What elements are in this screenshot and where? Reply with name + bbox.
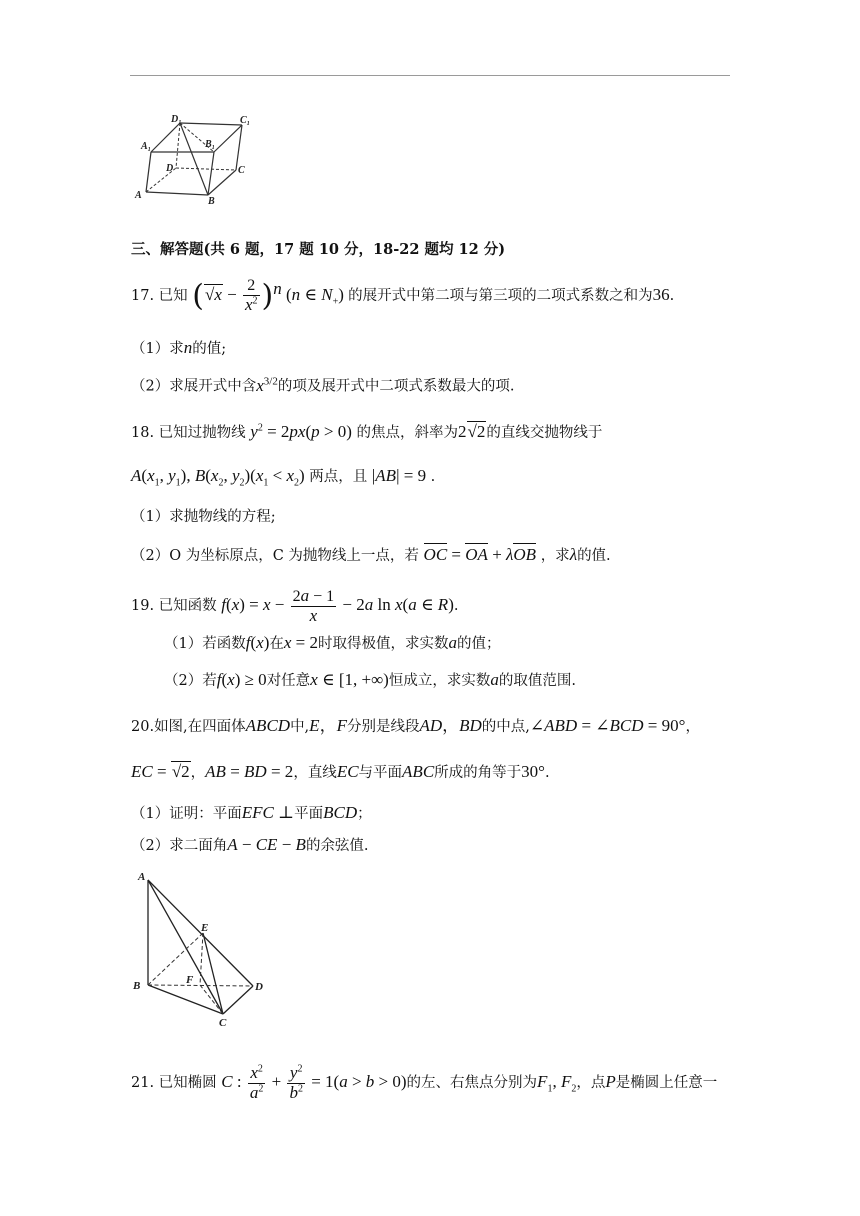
q20-part1-text-2: 平面 bbox=[294, 806, 324, 822]
q21-number: 21. bbox=[131, 1075, 155, 1092]
q18-text: 已知过抛物线 bbox=[158, 425, 246, 441]
q19-part2-text-2: 对任意 bbox=[266, 673, 311, 689]
prism-label-c1: C₁ bbox=[240, 115, 251, 126]
q19-part2-text: （2）若 bbox=[164, 673, 217, 689]
q18-stem-line2: $A(x_1$, $y_1$), $B(x_2$, $y_2)(x_1 < x_2)$ 两点，且 |AB| = 9 . bbox=[131, 466, 436, 489]
q20-text-3: 分别是线段 bbox=[346, 719, 420, 735]
q20-text-4: 的中点, bbox=[481, 719, 530, 735]
q18-parabola-equation: $y^2 = 2px(p > 0)$ bbox=[250, 422, 352, 441]
q17-part1: （1）求n的值; bbox=[131, 338, 227, 357]
q17-text: 已知 bbox=[158, 288, 188, 305]
tetra-label-c: C bbox=[219, 1017, 227, 1029]
prism-label-c: C bbox=[238, 165, 245, 176]
q20-text-2: 中, bbox=[290, 719, 310, 735]
q19-part2-text-3: 恒成立，求实数 bbox=[388, 673, 491, 689]
q19-function: f(x) = x − $\frac{2a - 1}{x}$ − 2a ln x(a ∈ R) bbox=[221, 586, 454, 625]
q17-part2-text: （2）求展开式中含 bbox=[131, 378, 257, 395]
q20-stem-line2: EC = √2，AB = BD = 2，直线EC与平面ABC所成的角等于30°. bbox=[131, 762, 550, 781]
q21-text-3: ，点 bbox=[576, 1075, 606, 1092]
q17-part1-text: （1）求 bbox=[131, 341, 184, 357]
header-rule bbox=[130, 75, 730, 76]
q17-stem: 17. 已知 (√x − $\frac{2}{x^2}$ )$^n$ (n ∈ $N_+$) 的展开式中第二项与第三项的二项式系数之和为36. bbox=[131, 277, 675, 314]
q20-part1-text: （1）证明：平面 bbox=[131, 806, 242, 822]
q17-value: 36 bbox=[652, 285, 670, 305]
q21-stem: 21. 已知椭圆 C : $\frac{x^2}{a^2}$ + $\frac{y^2}{b^2}$ = 1(a > b > 0)的左、右焦点分别为$F_1$, $F_2$，点P是椭圆上任意一 bbox=[131, 1063, 718, 1102]
q20-part2-text: （2）求二面角 bbox=[131, 838, 228, 854]
q20-stem: 20.如图,在四面体ABCD中,E，F分别是线段AD，BD的中点,∠ABD = ∠BCD = 90°， bbox=[131, 716, 700, 735]
tetrahedron-figure bbox=[128, 868, 272, 1032]
prism-label-a1: A₁ bbox=[141, 141, 152, 152]
q18-vector-equation: OC = OA + λOB bbox=[423, 545, 537, 564]
tetra-label-f: F bbox=[186, 974, 194, 986]
prism-label-a: A bbox=[135, 190, 142, 201]
prism-label-d: D bbox=[166, 163, 174, 174]
q21-text-4: 是椭圆上任意一 bbox=[615, 1075, 718, 1092]
q21-text: 已知椭圆 bbox=[158, 1075, 217, 1092]
q19-part1-text-3: 时取得极值，求实数 bbox=[318, 636, 449, 652]
q19-part2-text-4: 的取值范围. bbox=[498, 673, 576, 689]
q19-part1-text-4: 的值； bbox=[457, 636, 501, 652]
q18-part2-text-3: 的值. bbox=[577, 548, 611, 564]
q20-number: 20. bbox=[131, 719, 155, 735]
tetra-label-b: B bbox=[133, 980, 141, 992]
q18-stem bbox=[131, 423, 602, 441]
section-heading: 三、解答题(共 6 题，17 题 10 分，18-22 题均 12 分) bbox=[131, 241, 506, 258]
q17-part1-text-2: 的值; bbox=[192, 341, 227, 357]
q18-text-4: 两点，且 bbox=[309, 469, 368, 485]
q20-text-6: 与平面 bbox=[358, 765, 403, 781]
q17-part2-text-2: 的项及展开式中二项式系数最大的项. bbox=[277, 378, 515, 395]
q19-part1-text-2: 在 bbox=[269, 636, 284, 652]
q18-part1: （1）求抛物线的方程; bbox=[131, 509, 276, 525]
q17-number: 17. bbox=[131, 288, 155, 305]
q18-part2-text: （2）O 为坐标原点，C 为抛物线上一点，若 bbox=[131, 548, 419, 564]
q20-part1: （1）证明：平面EFC ⊥平面BCD； bbox=[131, 803, 372, 822]
prism-label-b1: B₁ bbox=[205, 139, 216, 150]
prism-figure bbox=[128, 112, 258, 206]
q19-stem: 19. 已知函数 f(x) = x − $\frac{2a - 1}{x}$ − 2a ln x(a ∈ R). bbox=[131, 586, 459, 625]
q20-text: 如图,在四面体 bbox=[154, 719, 246, 735]
q18-text-2: 的焦点，斜率为 bbox=[356, 425, 458, 441]
q20-text-7: 所成的角等于 bbox=[434, 765, 522, 781]
tetra-label-a: A bbox=[138, 871, 146, 883]
q17-text-2: 的展开式中第二项与第三项的二项式系数之和为 bbox=[348, 288, 653, 305]
q18-points: $A(x_1$, $y_1$), $B(x_2$, $y_2)(x_1 < x_2)$ bbox=[131, 466, 305, 489]
q21-ellipse-equation: C : $\frac{x^2}{a^2}$ + $\frac{y^2}{b^2}$ = 1(a > b > 0) bbox=[221, 1063, 407, 1102]
q18-slope: 2√2 bbox=[458, 422, 486, 441]
q18-part2-text-2: ，求 bbox=[540, 548, 570, 564]
q18-number: 18. bbox=[131, 425, 155, 441]
q20-part2-text-2: 的余弦值. bbox=[305, 838, 369, 854]
q21-text-2: 的左、右焦点分别为 bbox=[406, 1075, 538, 1092]
q19-part1: （1）若函数f(x)在x = 2时取得极值，求实数a的值； bbox=[164, 633, 501, 652]
q19-text: 已知函数 bbox=[158, 598, 217, 615]
prism-label-b: B bbox=[208, 196, 215, 206]
q19-number: 19. bbox=[131, 598, 155, 615]
q17-part2: （2）求展开式中含$x^{3/2}$的项及展开式中二项式系数最大的项. bbox=[131, 375, 515, 395]
tetra-label-d: D bbox=[255, 981, 263, 993]
q17-binomial-expression: (√x − $\frac{2}{x^2}$ )$^n$ (n ∈ $N_+$) bbox=[192, 277, 349, 314]
q19-part1-text: （1）若函数 bbox=[164, 636, 246, 652]
q18-text-3: 的直线交抛物线于 bbox=[486, 425, 603, 441]
q20-text-5: 直线 bbox=[307, 765, 337, 781]
q19-part2: （2）若f(x) ≥ 0对任意x ∈ [1, +∞)恒成立，求实数a的取值范围. bbox=[164, 670, 576, 689]
tetra-label-e: E bbox=[201, 922, 209, 934]
prism-label-d1: D₁ bbox=[171, 114, 182, 125]
q20-part2: （2）求二面角A − CE − B的余弦值. bbox=[131, 835, 369, 854]
q18-chord-length: |AB| = 9 bbox=[371, 466, 427, 485]
q18-part2: （2）O 为坐标原点，C 为抛物线上一点，若 OC = OA + λOB ，求λ的值. bbox=[131, 545, 611, 564]
